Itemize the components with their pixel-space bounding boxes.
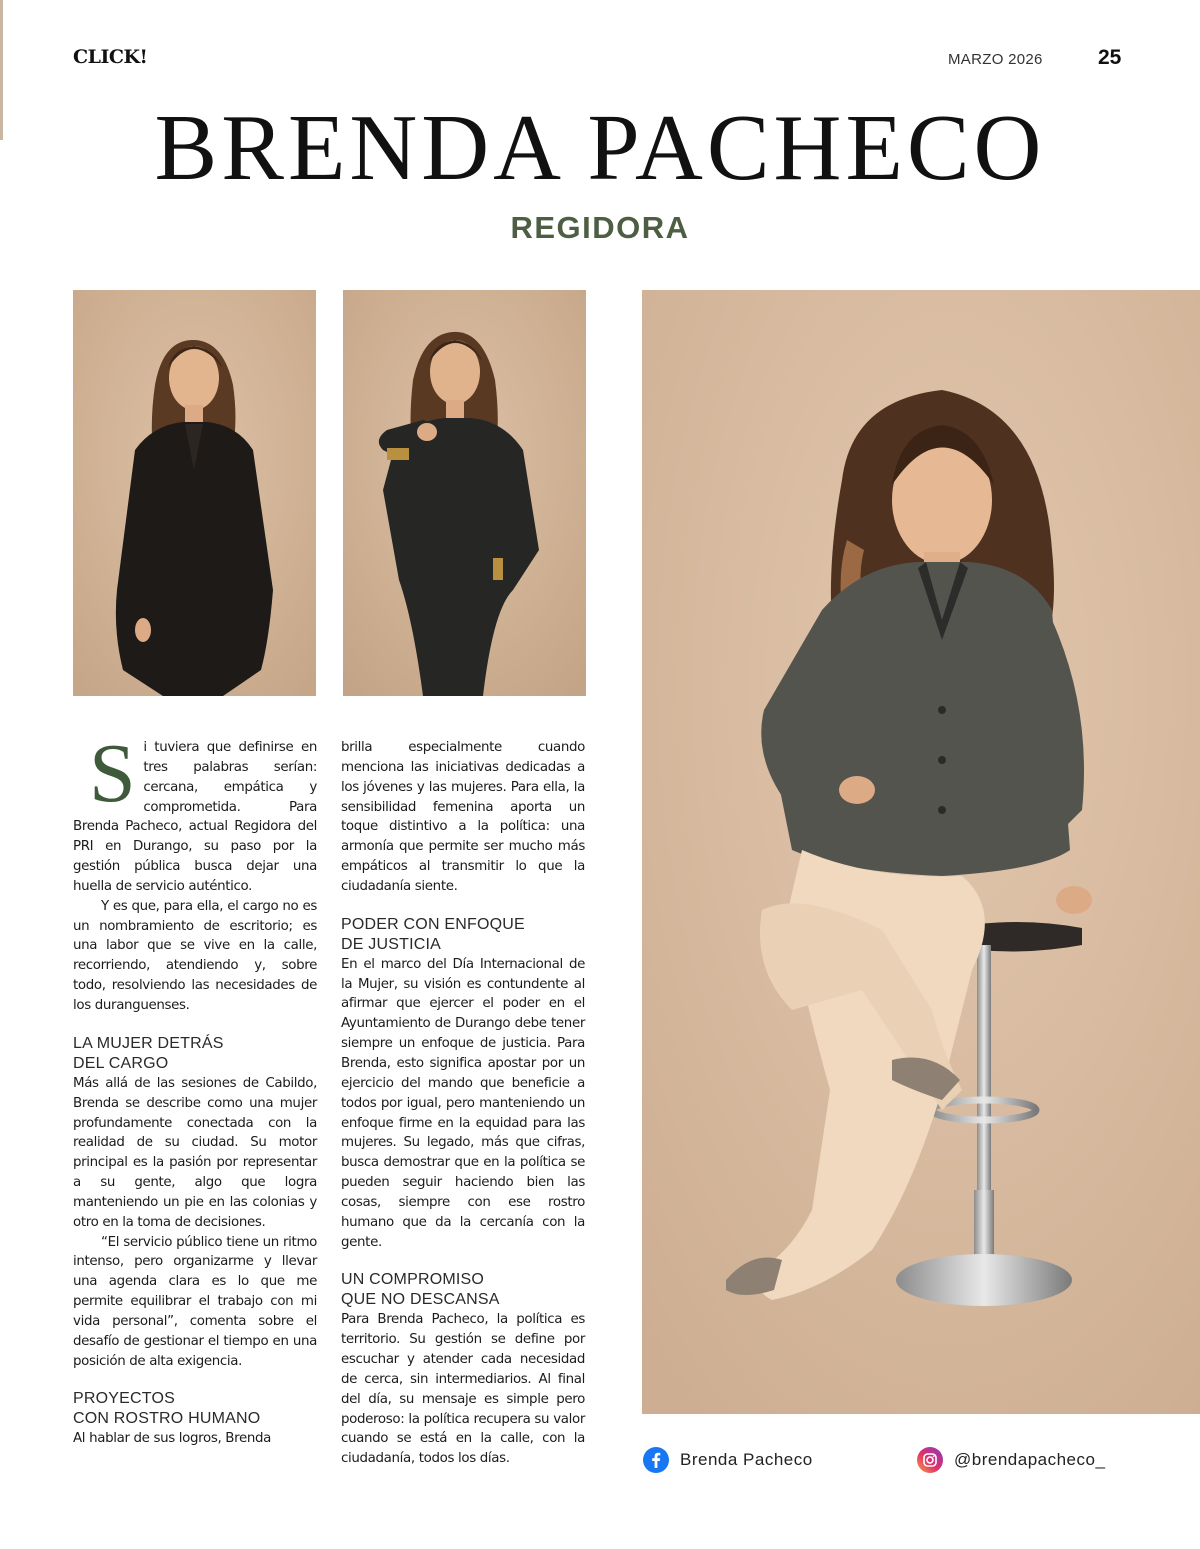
instagram-link[interactable] [916, 1446, 1105, 1474]
section-heading: LA MUJER DETRÁS DEL CARGO [73, 1034, 224, 1072]
portrait-photo-black-suit [73, 290, 316, 696]
article-subtitle: REGIDORA [510, 210, 690, 245]
article-title: BRENDA PACHECO [154, 96, 1046, 200]
instagram-icon [916, 1446, 944, 1474]
facebook-link[interactable] [642, 1446, 813, 1474]
quote-paragraph: “El servicio público tiene un ritmo intenso, pero organizarme y llevar una agenda clara es lo que me permite equilibrar el trabajo con mi vida personal”, comenta sobre el desafío de gestionar el tiempo en una posición de alta exigencia. [73, 1234, 317, 1369]
instagram-handle: @brendapacheco_ [954, 1450, 1106, 1469]
drop-cap: S [89, 727, 136, 820]
paragraph: En el marco del Día Internacional de la Mujer, su visión es contundente al afirmar que ejercer el poder en el Ayuntamiento de Durango debe tener siempre un enfoque de justicia. Para Brenda, esto significa apostar por un ejercicio del mando que beneficie a todos por igual, pero manteniendo un enfoque firme en la equidad para las mujeres. Su legado, más que cifras, busca demostrar que en la política se pueden seguir haciendo bien las cosas, siempre con ese rostro humano que da la cercanía con la gente. [341, 956, 585, 1250]
portrait-photo-seated-stool [642, 290, 1200, 1414]
page-number: 25 [1098, 46, 1122, 69]
section-heading: PODER CON ENFOQUE DE JUSTICIA [341, 915, 525, 953]
portrait-photo-dark-shirt [343, 290, 586, 696]
intro-paragraph: i tuviera que definirse en tres palabras serían: cercana, empática y comprometida. Para Brenda Pacheco, actual Regidora del PRI en Durango, su paso por la gestión pública busca dejar una huella de servicio auténtico. [73, 740, 317, 894]
facebook-icon [642, 1446, 670, 1474]
paragraph: Al hablar de sus logros, Brenda [73, 1431, 271, 1447]
paragraph: Y es que, para ella, el cargo no es un nombramiento de escritorio; es una labor que se vive en la calle, recorriendo, atendiendo y, sobre todo, resolviendo las necesidades de los duranguenses. [73, 898, 317, 1013]
article-column-1 [73, 727, 317, 1449]
paragraph: Más allá de las sesiones de Cabildo, Brenda se describe como una mujer profundamente conectada con la realidad de su ciudad. Su motor principal es la pasión por representar a su gente, algo que logra manteniendo un pie en las colonias y otro en la toma de decisiones. [73, 1075, 317, 1230]
facebook-name: Brenda Pacheco [680, 1450, 813, 1469]
section-heading: UN COMPROMISO QUE NO DESCANSA [341, 1271, 500, 1309]
paragraph: Para Brenda Pacheco, la política es territorio. Su gestión se define por escuchar y atender cada necesidad de cerca, sin intermediarios. Al final del día, su mensaje es simple pero poderoso: la política recupera su valor cuando se está en la calle, con la ciudadanía, todos los días. [341, 1312, 585, 1467]
magazine-brand: CLICK! [73, 46, 148, 68]
paragraph: brilla especialmente cuando menciona las iniciativas dedicadas a los jóvenes y las mujeres. Para ella, la sensibilidad femenina aporta un toque distintivo a la política: una armonía que permite ser mucho más empáticos al transmitir lo que la ciudadanía siente. [341, 740, 585, 894]
article-column-2 [341, 738, 585, 1469]
issue-date: MARZO 2026 [948, 51, 1043, 68]
section-heading: PROYECTOS CON ROSTRO HUMANO [73, 1390, 261, 1428]
